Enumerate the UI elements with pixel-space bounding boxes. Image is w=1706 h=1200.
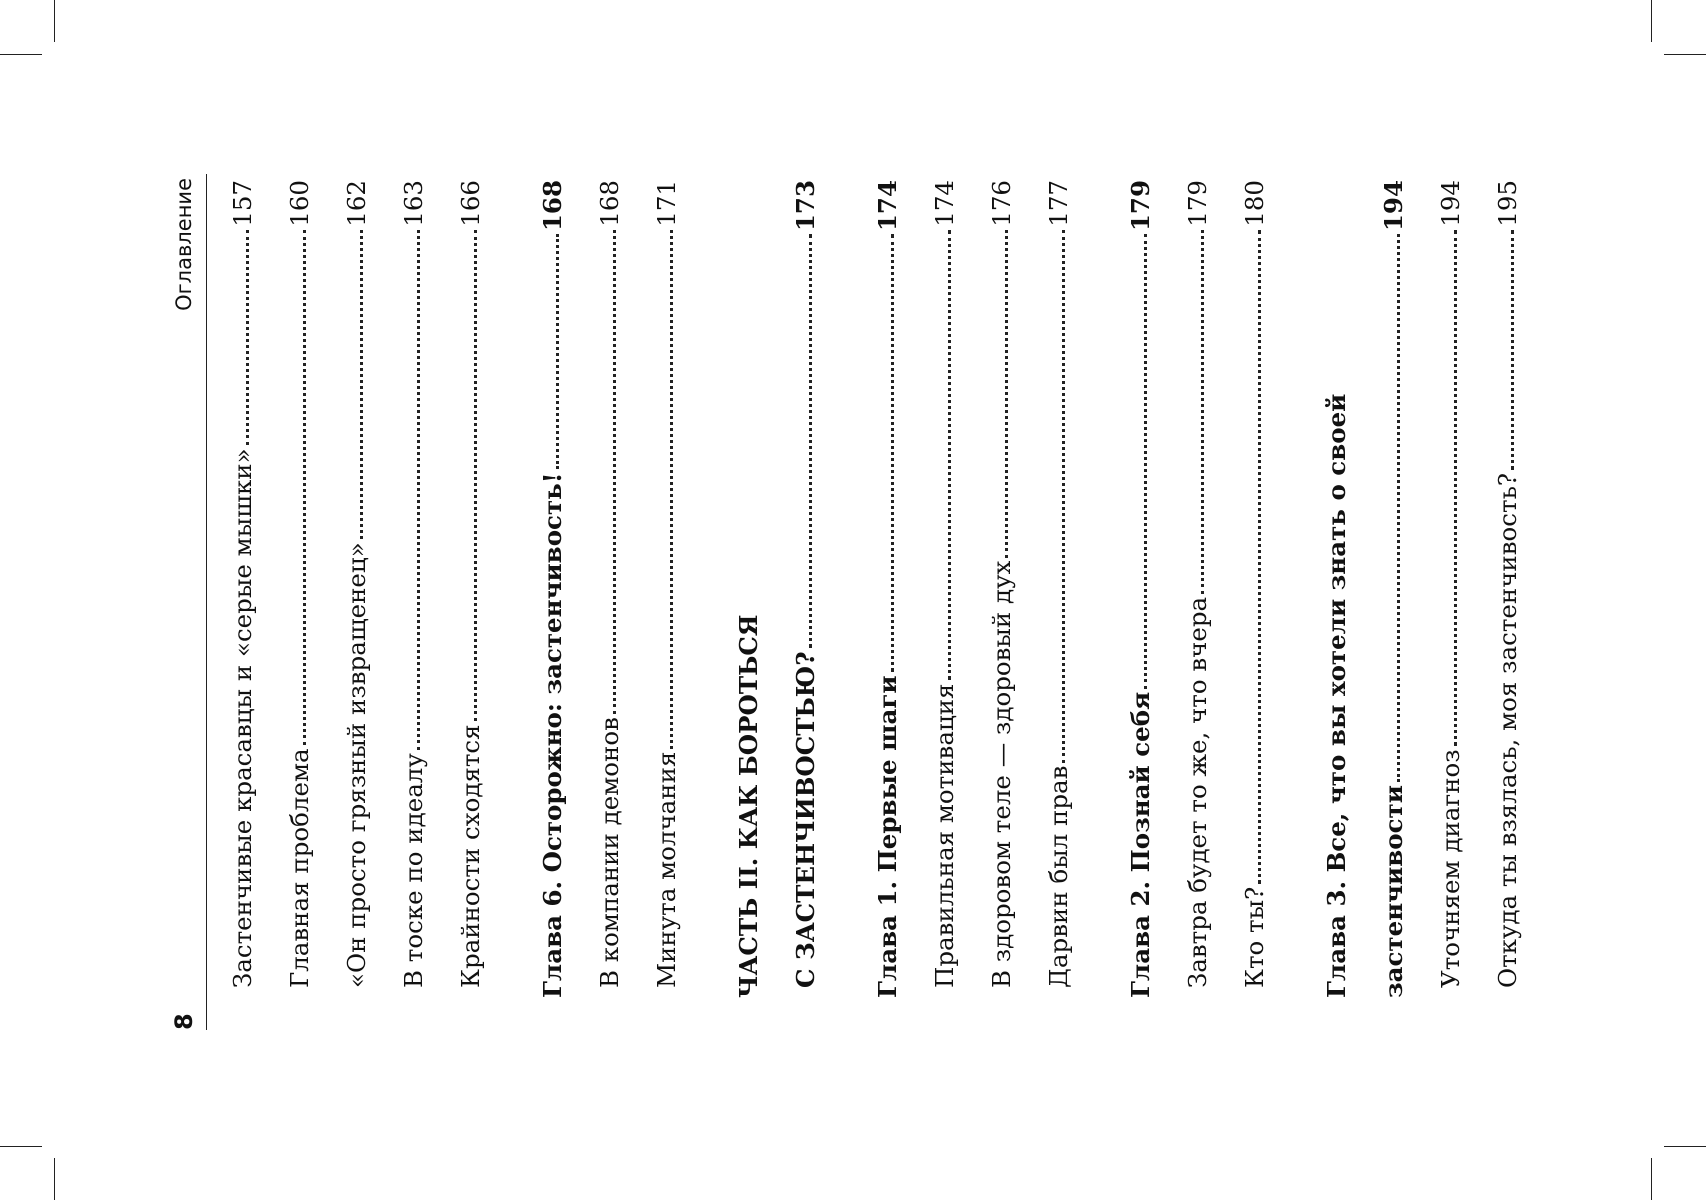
toc-entry-title: В здоровом теле — здоровый дух <box>987 560 1016 988</box>
leader-dots <box>808 234 812 648</box>
toc-chapter[interactable] <box>873 180 930 998</box>
toc-chapter[interactable] <box>1322 180 1436 998</box>
toc-entry-page: 179 <box>1183 180 1212 227</box>
toc-entry-page: 171 <box>652 180 681 227</box>
toc-entry-title: Главная проблема <box>285 748 314 988</box>
leader-dots <box>359 230 363 540</box>
leader-dots <box>1004 230 1008 558</box>
toc-entry[interactable] <box>1436 180 1493 998</box>
toc-chapter[interactable] <box>1126 180 1183 998</box>
toc-entry[interactable] <box>285 180 342 998</box>
leader-dots <box>473 230 477 722</box>
table-of-contents <box>228 180 1550 998</box>
toc-entry-title: Глава 2. Познай себя <box>1126 691 1155 998</box>
leader-dots <box>612 230 616 714</box>
leader-dots <box>1200 230 1204 594</box>
toc-entry[interactable] <box>987 180 1044 998</box>
toc-entry[interactable] <box>399 180 456 998</box>
leader-dots <box>890 234 894 672</box>
toc-chapter[interactable] <box>538 180 595 998</box>
toc-entry-page: 194 <box>1436 180 1465 227</box>
toc-entry[interactable] <box>1183 180 1240 998</box>
toc-entry[interactable] <box>1240 180 1297 998</box>
toc-entry-title: ЧАСТЬ II. КАК БОРОТЬСЯ <box>734 614 763 998</box>
toc-entry[interactable] <box>1493 180 1550 998</box>
toc-entry-page: 174 <box>873 180 902 232</box>
leader-dots <box>947 230 951 681</box>
toc-entry[interactable] <box>1044 180 1101 998</box>
toc-entry-page: 168 <box>538 180 567 232</box>
toc-entry-title: Дарвин был прав <box>1044 765 1073 988</box>
toc-entry[interactable] <box>652 180 709 998</box>
toc-entry-page: 176 <box>987 180 1016 227</box>
toc-entry-page: 163 <box>399 180 428 227</box>
leader-dots <box>1510 230 1514 470</box>
leader-dots <box>669 230 673 749</box>
toc-entry-page: 168 <box>595 180 624 227</box>
toc-entry-title: Глава 1. Первые шаги <box>873 675 902 998</box>
toc-entry-title: «Он просто грязный извращенец» <box>342 542 371 988</box>
toc-entry-title: Откуда ты взялась, моя застенчивость? <box>1493 472 1522 988</box>
leader-dots <box>302 230 306 746</box>
toc-entry-title: Глава 6. Осторожно: застенчивость! <box>538 472 567 998</box>
section-title: Оглавление <box>172 178 196 311</box>
leader-dots <box>416 230 420 750</box>
toc-entry[interactable] <box>930 180 987 998</box>
toc-entry-page: 195 <box>1493 180 1522 227</box>
leader-dots <box>1143 234 1147 689</box>
toc-entry[interactable] <box>456 180 513 998</box>
toc-entry-page: 179 <box>1126 180 1155 232</box>
toc-entry-title: Крайности сходятся <box>456 724 485 988</box>
toc-entry-title: В компании демонов <box>595 717 624 988</box>
toc-entry-title: Завтра будет то же, что вчера <box>1183 596 1212 988</box>
toc-entry-title: Правильная мотивация <box>930 683 959 988</box>
toc-entry-page: 166 <box>456 180 485 227</box>
toc-entry-title: Уточняем диагноз <box>1436 749 1465 988</box>
toc-entry[interactable] <box>595 180 652 998</box>
leader-dots <box>555 234 559 469</box>
toc-entry-page: 157 <box>228 180 257 227</box>
toc-entry[interactable] <box>228 180 285 998</box>
leader-dots <box>1061 230 1065 763</box>
toc-entry-page: 174 <box>930 180 959 227</box>
leader-dots <box>245 230 249 446</box>
toc-entry-page: 177 <box>1044 180 1073 227</box>
toc-part[interactable] <box>734 180 848 998</box>
toc-entry-title: Застенчивые красавцы и «серые мышки» <box>228 448 257 988</box>
leader-dots <box>1257 230 1261 884</box>
toc-entry-title: Минута молчания <box>652 751 681 988</box>
page-number: 8 <box>170 1013 198 1030</box>
toc-entry-title: застенчивости <box>1379 785 1408 998</box>
running-header <box>166 174 207 1030</box>
toc-entry-page: 194 <box>1379 180 1408 232</box>
leader-dots <box>1396 234 1400 782</box>
toc-entry-page: 180 <box>1240 180 1269 227</box>
toc-entry[interactable] <box>342 180 399 998</box>
toc-entry-title: Глава 3. Все, что вы хотели знать о своей <box>1322 393 1351 998</box>
toc-entry-title: Кто ты? <box>1240 886 1269 988</box>
toc-entry-page: 160 <box>285 180 314 227</box>
toc-entry-title: С ЗАСТЕНЧИВОСТЬЮ? <box>791 651 820 988</box>
toc-entry-page: 162 <box>342 180 371 227</box>
toc-entry-page: 173 <box>791 180 820 232</box>
toc-entry-title: В тоске по идеалу <box>399 753 428 988</box>
leader-dots <box>1453 230 1457 747</box>
